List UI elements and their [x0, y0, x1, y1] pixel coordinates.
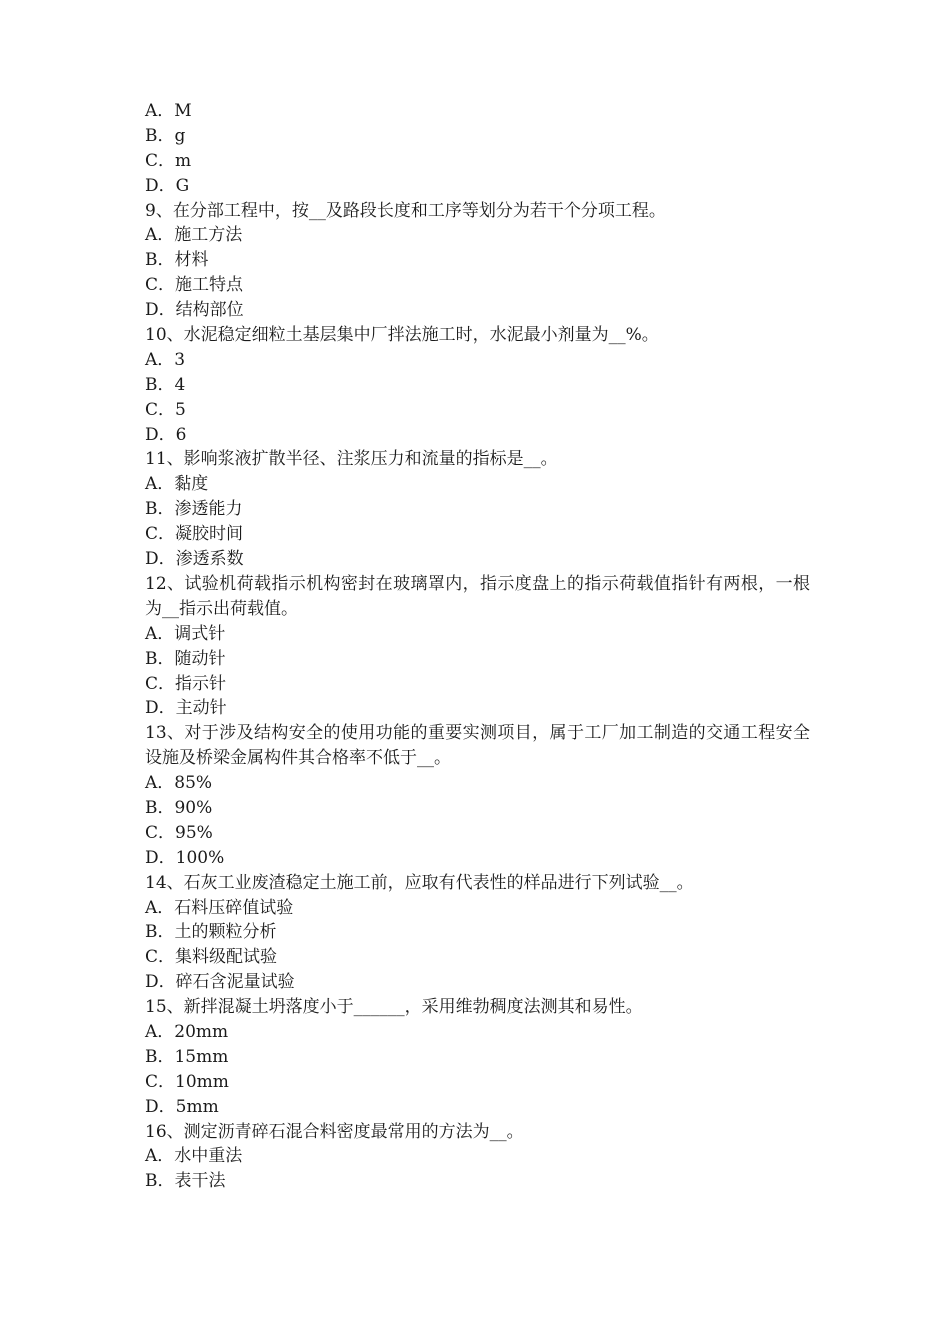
option-line: B．4 — [145, 374, 186, 395]
option-line: B．表干法 — [145, 1171, 226, 1192]
option-line: C．指示针 — [145, 673, 227, 694]
option-line: B．随动针 — [145, 648, 226, 669]
question-stem: 11、影响浆液扩散半径、注浆压力和流量的指标是__。 — [145, 449, 558, 470]
option-line: A．85% — [145, 773, 213, 794]
question-list — [145, 99, 810, 1194]
option-line: B．90% — [145, 798, 213, 818]
option-line: D．结构部位 — [145, 300, 244, 321]
option-line: C．m — [145, 150, 192, 171]
option-line: C．集料级配试验 — [145, 947, 278, 968]
question-stem: 14、石灰工业废渣稳定土施工前，应取有代表性的样品进行下列试验__。 — [145, 872, 694, 893]
option-line: A．黏度 — [145, 474, 209, 495]
option-line: B．土的颗粒分析 — [145, 922, 277, 943]
option-line: B．渗透能力 — [145, 499, 243, 520]
option-line: D．渗透系数 — [145, 549, 244, 570]
option-line: A．3 — [145, 349, 186, 370]
option-line: B．15mm — [145, 1046, 229, 1067]
option-line: A．20mm — [145, 1022, 229, 1043]
option-line: A．M — [145, 101, 192, 121]
option-line: D．5mm — [145, 1096, 219, 1117]
option-line: A．水中重法 — [145, 1146, 243, 1167]
option-line: C．凝胶时间 — [145, 524, 244, 545]
option-line: A．调式针 — [145, 623, 226, 644]
option-line: A．石料压碎值试验 — [145, 897, 294, 918]
option-line: D．G — [145, 175, 190, 196]
option-line: C．10mm — [145, 1071, 229, 1092]
question-stem: 16、测定沥青碎石混合料密度最常用的方法为__。 — [145, 1121, 524, 1142]
option-line: C．95% — [145, 822, 213, 843]
option-line: B．材料 — [145, 250, 209, 271]
option-line: D．6 — [145, 424, 187, 445]
question-stem: 15、新拌混凝土坍落度小于______，采用维勃稠度法测其和易性。 — [145, 997, 643, 1018]
option-line: D．碎石含泥量试验 — [145, 972, 295, 993]
option-line: C．5 — [145, 399, 186, 420]
option-line: D．主动针 — [145, 698, 227, 719]
question-stem: 13、对于涉及结构安全的使用功能的重要实测项目，属于工厂加工制造的交通工程安全设施及桥梁金属构件其合格率不低于__。 — [145, 723, 810, 769]
option-line: B．g — [145, 125, 186, 146]
option-line: D．100% — [145, 847, 225, 868]
option-line: C．施工特点 — [145, 275, 244, 296]
question-stem: 9、在分部工程中，按__及路段长度和工序等划分为若干个分项工程。 — [145, 200, 666, 221]
question-stem: 10、水泥稳定细粒土基层集中厂拌法施工时，水泥最小剂量为__%。 — [145, 325, 659, 346]
option-line: A．施工方法 — [145, 225, 243, 246]
question-stem: 12、试验机荷载指示机构密封在玻璃罩内，指示度盘上的指示荷载值指针有两根，一根为__指示出荷载值。 — [145, 573, 810, 619]
